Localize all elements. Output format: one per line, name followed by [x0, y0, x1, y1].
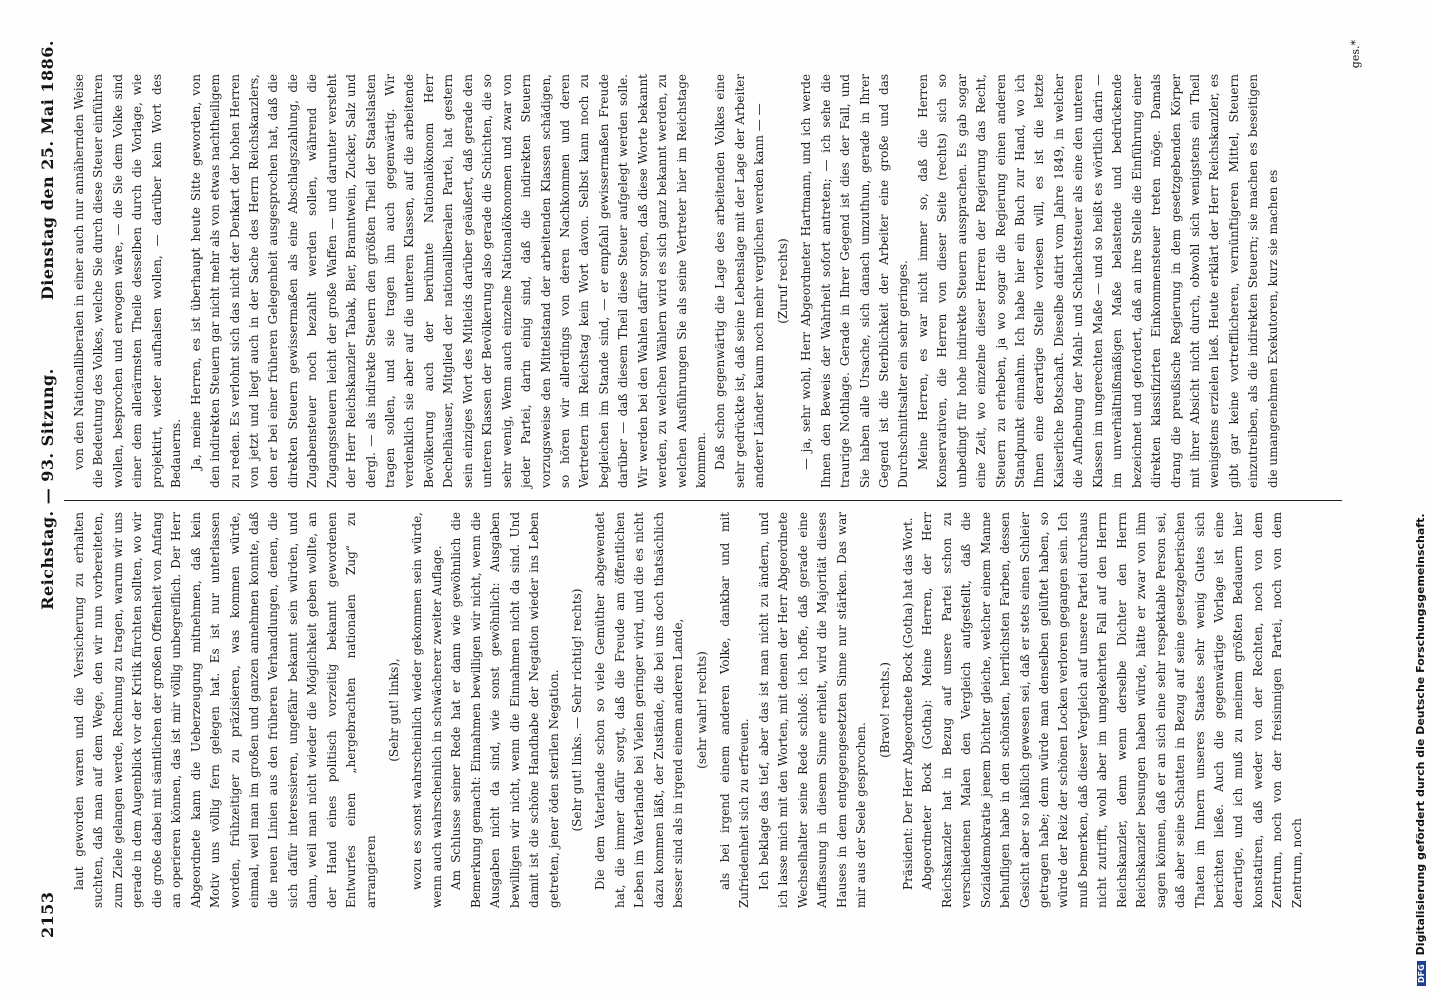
paragraph: Präsident: Der Herr Abgeordnete Bock (Gotha) hat das Wort.: [900, 517, 915, 890]
column-divider: [64, 500, 1342, 501]
paragraph: — ja, sehr wohl, Herr Abgeordneter Hartmann, und ich werde Ihnen den Beweis der Wahrheit sofort antreten; — ich sehe die traurige Nothlage. Gerade in Ihrer Gegend ist dies der Fall, und Sie haben alle Ursache, sich danach umzuthun, gerade in Ihrer Gegend ist die Sterblichkeit der Arbeiter eine große und das Durchschnittsalter ein sehr geringes.: [799, 74, 911, 488]
session-title: Reichstag. — 93. Sitzung.: [38, 368, 57, 610]
interjection: (Sehr gut! links),: [387, 658, 401, 762]
paragraph: wozu es sonst wahrscheinlich wieder gekommen sein würde, wenn auch wahrscheinlich in schwächerer zweiter Auflage.: [410, 512, 444, 908]
interjection: (Zuruf rechts): [775, 238, 790, 324]
paragraph: laut geworden waren und die Versicherung zu erhalten suchten, daß man auf dem Wege, den wir nun vorbereiteten, zum Ziele gelangen werde, Rechnung zu tragen, warum wir uns gerade in dem Augenblick vor der Kritik fürchten sollten, wo wir die große dabei mit sämtlichen der großen Offenheit von Anfang an operieren können, das ist mir völlig unbegreiflich. Der Herr Abgeordnete kann die Ueberzeugung mitnehmen, daß kein Motiv uns völlig fern gelegen hat. Es ist nur unterlassen worden, frühzeitiger zu präzisieren, was kommen würde, einmal, weil man im großen und ganzen annehmen konnte, daß die neuen Linien aus den früheren Verhandlungen, denen, die sich dafür interessieren, ungefähr bekannt sein würden, und dann, weil man nicht wieder die Möglichkeit geben wollte, an der Hand eines politisch vorzeitig bekannt gewordenen Entwurfes einen „hergebrachten nationalen Zug“ zu arrangieren: [72, 512, 378, 908]
paragraph: als bei irgend einem anderen Volke, dankbar und mit Zufriedenheit sich zu erfreuen.: [718, 512, 752, 908]
digitization-sidebar: [1412, 0, 1432, 1000]
paragraph: Die dem Vaterlande schon so viele Gemüther abgewendet hat, die immer dafür sorgt, daß die Freude am öffentlichen Leben im Vaterlande bei Vielen geringer wird, und die es nicht dazu kommen läßt, der Zustände, die bei uns doch thatsächlich besser sind als in irgend einem anderen Lande,: [593, 512, 686, 908]
page-header: [38, 40, 62, 938]
paragraph: Ja, meine Herren, es ist überhaupt heute Sitte geworden, von den indirekten Steuern gar nicht mehr als von etwas nachtheiligem zu reden. Es verlohnt sich das nicht der Denkart der hohen Herren von jetzt und liegt auch in der Sache des Herrn Reichskanzlers, den er bei einer früheren Gelegenheit ausgesprochen hat, daß die direkten Steuern gewissermaßen als eine Abschlagszahlung, die Zugabensteuer noch bezahlt werden sollen, während die Zugangssteuern leicht der große Waffen — und darunter versteht der Herr Reichskanzler Tabak, Bier, Branntwein, Zucker, Salz und dergl. — als indirekte Steuern den größten Theil der Staatslasten tragen sollen, und sie tragen ihn auch gegenwärtig. Wir verdenklich sie aber auf die unteren Klassen, auf die arbeitende Bevölkerung auch der berühmte Nationalökonom Herr Dechelhäuser, Mitglied der nationalliberalen Partei, hat gestern sein einziges Wort des Mitleids darüber geäußert, daß gerade den unteren Klassen der Bevölkerung also gerade die Schichten, die so sehr wenig, Wenn auch einzelne Nationalökonomen und zwar von jeder Partei, darin einig sind, daß die indirekten Steuern vorzugsweise den Mittelstand der arbeitenden Klassen schädigen, so hören wir allerdings von deren Nachkommen und deren Vertretern im Reichstag kein Wort davon. Selbst kann noch zu begleichen im Stande sind, — er empfahl gewissermaßen Freude darüber — daß diesem Theil diese Steuer aufgelegt werden solle. Wir werden bei den Wahlen dafür sorgen, daß diese Worte bekannt werden, zu welchen Wählern wird es sich ganz bekannt werden, zu welchen Ausführungen Sie als seine Vertreter hier im Reichstage kommen.: [188, 74, 708, 488]
interjection: (sehr wahr! rechts): [694, 651, 709, 769]
sidebar-text: Digitalisierung gefördert durch die Deutsche Forschungsgemeinschaft.: [1414, 513, 1427, 956]
page-number: 2153: [38, 891, 57, 938]
paragraph: Meine Herren, es war nicht immer so, daß die Herren Konservativen, die Herren von dieser Seite (rechts) sich so unbedingt für hohe indirekte Steuern aussprachen. Es gab sogar eine Zeit, wo einzelne dieser Herren der Regierung das Recht, Steuern zu erheben, ja wo sogar die Regierung einen anderen Standpunkt einnahm. Ich habe hier ein Buch zur Hand, wo ich Ihnen eine derartige Stelle vorlesen will, es ist die letzte Kaiserliche Botschaft. Dieselbe datirt vom Jahre 1849, in welcher die Aufhebung der Mahl- und Schlachtsteuer als eine den unteren Klassen im ungerechten Maße — und so heißt es wörtlich darin — im unverhältnißmäßigen Maße belastende und bedrückende bezeichnet und gefordert, daß an ihre Stelle die Einführung einer direkten klassifizirten Einkommensteuer treten möge. Damals drang die preußische Regierung in dem gesetzgebenden Körper mit ihrer Absicht nicht durch, obwohl sich wenigstens ein Theil wenigstens erzielen ließ. Heute erklärt der Herr Reichskanzler, es gibt gar keine vortrefflicheren, vernünftigeren Mittel, Steuern einzutreiben, als die indirekten Steuern; sie machen es beseitigen die umangenehmen Exekutoren, kurz sie machen es: [915, 74, 1280, 488]
right-column: [70, 74, 1283, 488]
paragraph: Ich beklage das tief, aber das ist man nicht zu ändern, und ich lasse mich mit den Worten, mit denen der Herr Abgeordnete Wechselhalter seine Rede schloß: ich hoffe, daß gerade eine Auffassung in diesem Sinne erhielt, wird die Majorität dieses Hauses in dem entgegengesetzten Sinne nur stärken. Das war mir aus der Seele gesprochen.: [756, 512, 869, 908]
footer-note: ges.*: [1349, 40, 1362, 69]
paragraph: Am Schlusse seiner Rede hat er dann wie gewöhnlich die Bemerkung gemacht: Einnahmen bewilligen wir nicht, wenn die Ausgaben nicht da sind, wie sonst gewöhnlich: Ausgaben bewilligen wir nicht, wenn die Einnahmen nicht da sind. Und damit ist die schöne Handhabe der Negation wieder ins Leben getreten, jener öden sterilen Negation.: [449, 512, 561, 908]
left-column: [70, 512, 1307, 908]
paragraph: von den Nationalliberalen in einer auch nur annähernden Weise die Bedeutung des Volkes, welche Sie durch diese Steuer einführen wollen, besprochen und erwogen wäre, — die Sie dem Volke sind einer dem allerärmsten Theile desselben durch die Vorlage, wie projektirt, wieder aufhalsen wollen, — darüber kein Wort des Bedauerns.: [72, 74, 184, 488]
session-date: Dienstag den 25. Mai 1886.: [38, 40, 57, 301]
interjection: (Sehr gut! links. — Sehr richtig! rechts): [569, 588, 584, 832]
paragraph: Daß schon gegenwärtig die Lage des arbeitenden Volkes eine sehr gedrückte ist, daß seine Lebenslage mit der Lage der Arbeiter anderer Länder kaum noch mehr verglichen werden kann — —: [713, 74, 767, 488]
dfg-logo: DFG: [1417, 961, 1426, 986]
sidebar-credit: [1414, 6, 1430, 1000]
interjection: (Bravo! rechts.): [877, 662, 892, 758]
paragraph: Abgeordneter Bock (Gotha): Meine Herren, der Herr Reichskanzler hat in Bezug auf unsere Partei schon zu verschiedenen Malen den Vergleich aufgestellt, daß die Sozialdemokratie jenem Dichter gleiche, welcher einem Manne behufligen habe in den schönsten, herrlichsten Farben, dessen Gesicht aber so häßlich gewesen sei, daß er stets einen Schleier getragen habe; denn würde man denselben gelüftet haben, so würde der Reiz der schönen Locken verloren gegangen sein. Ich muß bemerken, daß dieser Vergleich auf unsere Partei durchaus nicht zutrifft, wohl aber im umgekehrten Fall auf den Herrn Reichskanzler, denn wenn derselbe Dichter den Herrn Reichskanzler besungen haben würde, hätte er zwar von ihm sagen können, daß er an sich eine sehr respektable Person sei, daß aber seine Schatten in Bezug auf seine gesetzgeberischen Thaten im Innern unseres Staates sehr wenig Gutes sich berichten ließe. Auch die gegenwärtige Vorlage ist eine derartige, und ich muß zu meinem größten Bedauern hier konstatiren, daß weder von der Rechten, noch von dem Zentrum, noch von der freisinnigen Partei, noch von dem Zentrum, noch: [920, 512, 1304, 908]
